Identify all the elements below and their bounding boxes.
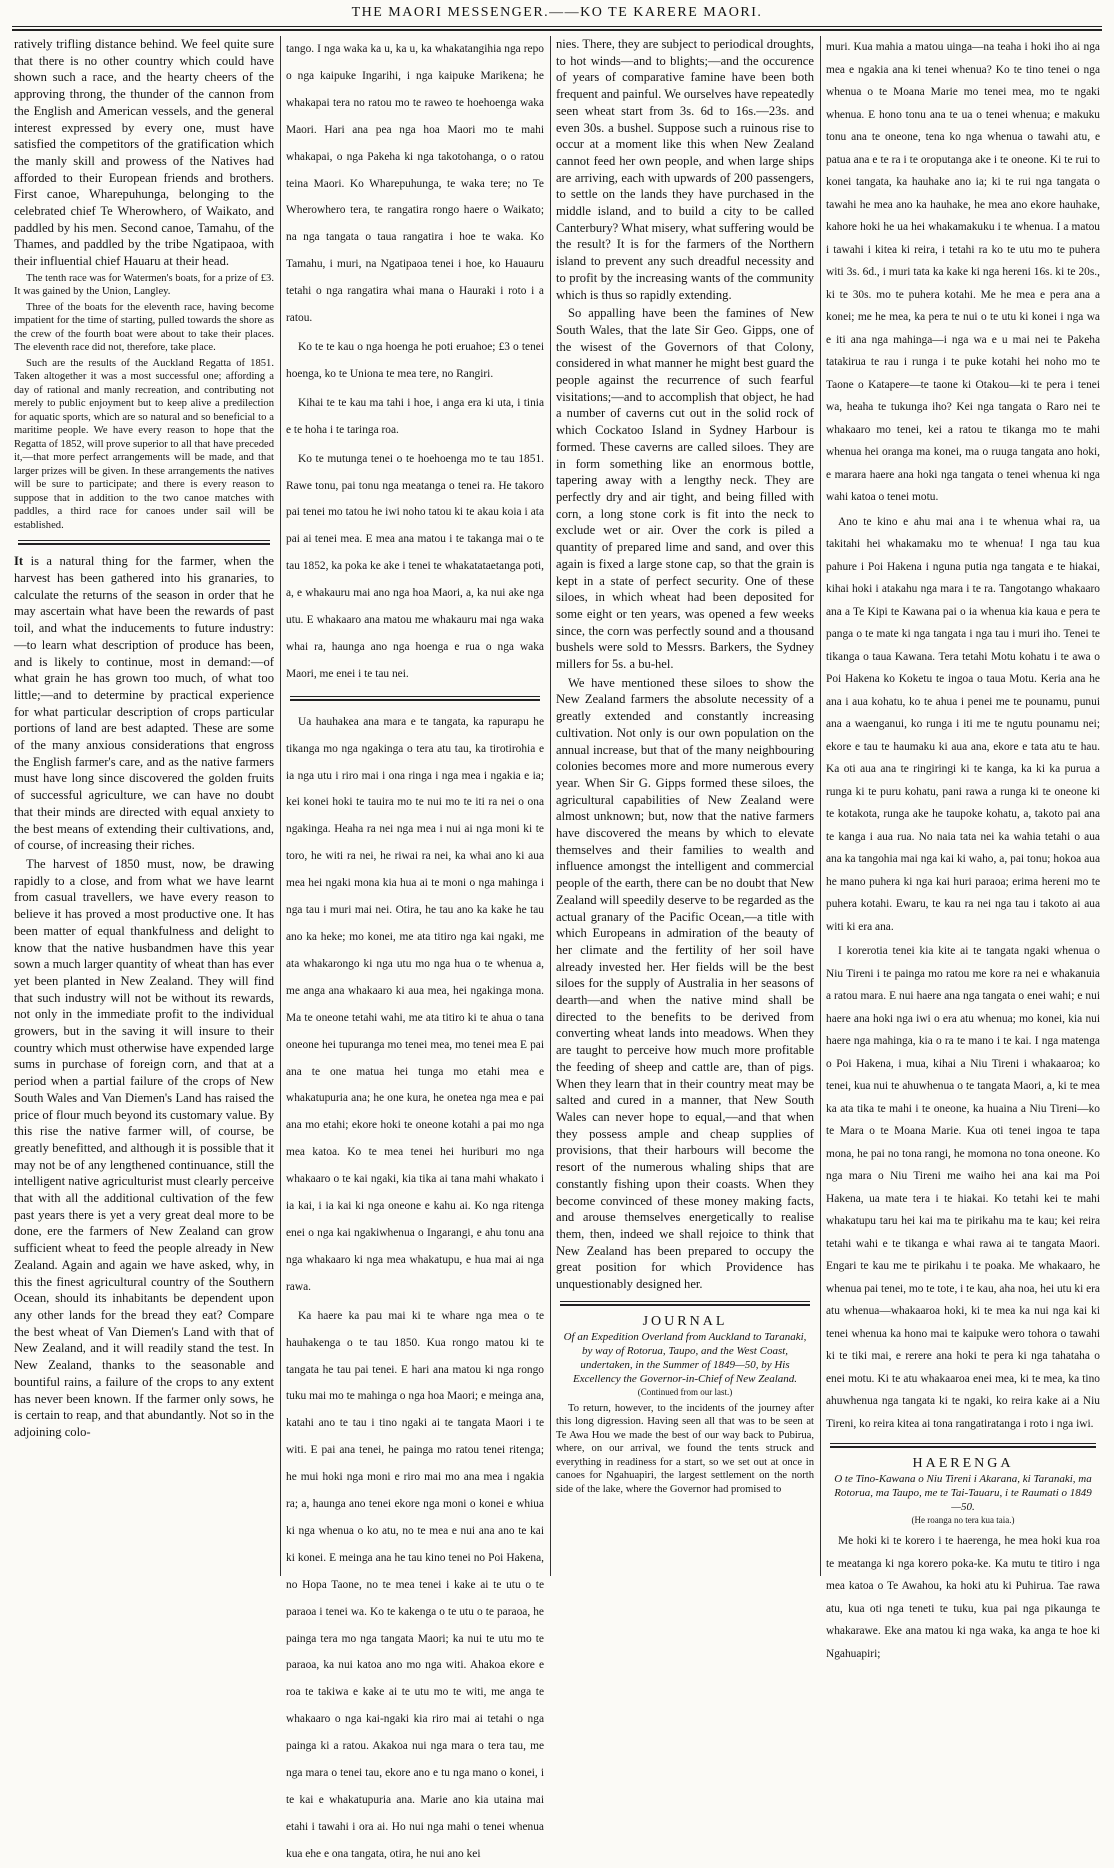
masthead: THE MAORI MESSENGER.——KO TE KARERE MAORI. — [351, 5, 763, 20]
regatta-maori-paragraph: Ko te mutunga tenei o te hoehoenga mo te tau 1851. Rawe tonu, pai tonu nga meatanga o tenei ra. He takoro pai tenei mo tatou he iwi noho tatou ki te akau koia i ata pai ai tenei mea. E mea ana matou i te takanga mai o te tau 1852, ka poka ke ake i tenei te whakatataetanga poti, a, e whakauru mai ano nga hoa Maori, a, ka nui ake nga utu. E whakaaro ana matou me whakauru mai nga waka whai ra, haunga ano nga hoenga e rua o nga waka Maori, me enei i te tau nei. — [286, 452, 544, 680]
farmer-article-paragraph — [14, 553, 274, 854]
masthead-rule — [12, 26, 1102, 31]
regatta-paragraph: The tenth race was for Watermen's boats, for a prize of £3. It was gained by the Union, Langley. — [14, 272, 274, 298]
journal-subtitle: Of an Expedition Overland from Auckland to Taranaki, by way of Rotorua, Taupo, and the West Coast, undertaken, in the Summer of 1849—50, by His Excellency the Governor-in-Chief of New Zealand. — [563, 1330, 807, 1385]
farmer-article-paragraph: nies. There, they are subject to periodical droughts, to hot winds—and to blights;—and the occurence of years of comparative famine have been both frequent and painful. We ourselves have repeatedly seen wheat start from 3s. 6d to 16s.—23s. and even 30s. a bushel. Suppose such a ruinous rise to occur at a moment like this when New Zealand cannot feed her own people, and when large ships are arriving, each with upwards of 200 passengers, to settle on the lands they have purchased in the middle island, and to build a city to be called Canterbury? What misery, what suffering would be the result? It is for the farmers of the Northern island to prevent any such dreadful necessity and to profit by the increasing wants of the community which is thus so rapidly extending. — [556, 37, 814, 302]
regatta-maori-paragraph: Ko te te kau o nga hoenga he poti eruahoe; £3 o tenei hoenga, ko te Uniona te mea tere, no Rangiri. — [286, 340, 544, 380]
section-rule — [560, 1301, 810, 1306]
farmer-maori-paragraph: Ua hauhakea ana mara e te tangata, ka rapurapu he tikanga mo nga ngakinga o tera atu tau, ka tirotirohia e ia nga utu i riro mai i ona ringa i nga mea i ngakia e ia; kei konei hoki te tauira mo te nui mo te iti ra nei o ona ngakinga. Heaha ra nei nga mea i nui ai nga moni ki te toro, he witi ra nei, he riwai ra nei, ka whai ano ki aua mea hei ngaki mona kia hua ai te moni o nga mahinga i nga tau i muri mai nei. Otira, he tau ano ka kake he tau ano ka heke; mo konei, me ata titiro nga kai ngaki, me ata whakarongo ki nga utu mo nga hua o te whenua a, me anga ana whakaaro ki aua mea, hei ngakinga mona. Ma te oneone tetahi wahi, me ata titiro ki te ahua o tana oneone hei tupuranga mo tenei mea, mo tenei mea E pai ana te one matua hei tunga mo etahi mea e whakatupuria ana; he one kura, he onetea nga mea e pai ana mo etahi; ekore hoki te oneone kotahi a pai mo nga mea katoa. Ko te mea tenei hei huriburi mo nga whakaaro o te kai ngaki, kia tika ai tana mahi whakato i ia kai, i ia kai ki nga oneone e kahu ai. Ko nga ritenga enei o nga kai ngakiwhenua o Ingarangi, e ahu tonu ana nga whakaaro ki nga mea whakatupu, e hua mai ai nga rawa. — [286, 715, 544, 1293]
haerenga-subtitle: O te Tino-Kawana o Niu Tireni i Akarana, ki Taranaki, ma Rotorua, ma Taupo, me te Tai-Tauaru, i te Raumati o 1849—50. — [834, 1473, 1092, 1513]
farmer-maori-paragraph: Ano te kino e ahu mai ana i te whenua whai ra, ua takitahi hei whakamaku mo te whenua! I nga tau kua pahure i Poi Hakena i nguna putia nga tangata e te hiakai, kihai hoki i atakahu nga mara i te ra. Tangotango whakaaro ana a Te Kipi te Kawana pai o ia whenua kia kaua e pera te panga o te mate ki nga tangata i nga tau i muri iho. Tenei te tikanga o taua Kawana. Tera tetahi Motu kohatu i te awa o Poi Hakena ko Koketu te ingoa o taua Motu. Keria ana he ana i aua kohatu, ko te ahua i penei me te pounamu, punui ana a waenganui, ko runga i iti me te ngutu pounamu nei; ekore e tau te haumaku ki aua ana, ekore e tata atu te hau. Ka oti aua ana te ringiringi ki te kanga, ka ki ka purua a runga ki te puru kohatu, pani rawa a runga ki te oneone ki te kotakota, runga ake he taupoke kohatu, a, takoto pai ana te kanga i aua rua. No naia tata nei ka wahia tetahi o aua ana ka tangohia mai nga kai ki waho, a, pai tonu; hokoa aua he mano puhera ki nga kai huri paraoa; erima hereni mo te puhera kotahi. Ewaru, te kau ra nei nga tau i takoto ai aua witi ki era ana. — [826, 515, 1100, 933]
regatta-paragraph: ratively trifling distance behind. We feel quite sure that there is no other country which could have shown such a race, and the hearty cheers of the approving throng, the thunder of the cannon from the English and American vessels, and the general interest expressed by every one, must have satisfied the competitors of the gratification which the manly skill and prowess of the Natives had afforded to their European friends and brothers. First canoe, Wharepuhunga, belonging to the celebrated chief Te Wherowhero, of Waikato, and paddled by his men. Second canoe, Tamahu, of the Thames, and paddled by the tribe Ngatipaoa, with their influential chief Hauaru at their head. — [14, 37, 274, 269]
haerenga-paragraph: Me hoki ki te korero i te haerenga, he mea hoki kua roa te meatanga ki nga korero poka-ke. Ka mutu te titiro i nga mea katoa o Te Awahou, ka hoki atu ki Puhirua. Tae rawa atu, kua oti nga teneti te tuku, kua pai nga pikaunga te whakarawe. Eke ana matou ki nga waka, ka anga te hoe ki Ngahuapiri; — [826, 1535, 1100, 1660]
section-rule — [290, 696, 540, 701]
farmer-maori-paragraph: muri. Kua mahia a matou uinga—na teaha i hoki iho ai nga mea e ngakia ana ki tenei whenua? Ko te tino tenei o nga whenua o te Moana Marie mo tenei mea, mo te ngaki whenua. E hono tonu ana te ua o tenei whenua; e makuku tonu ana te oneone, tena ko nga whenua o tawahi atu, e patua ana e te ra i te oroputanga ake i te oneone. Ki te rui to konei tangata, ka hauhake ano ia; ki te rui nga tangata o tawahi he mea ano ka hauhake, he mea ano ekore hauhake, kahore hoki he ua hei whakamakuku i te whenua. I a matou i tawahi i kitea ki reira, i tetahi ra ko te utu mo te puhera witi 3s. 6d., i muri tata ka kake ki nga hereni 16s. ki te 20s., ki te 30s. mo te puhera kotahi. Me he mea e pera ana a konei; me he mea, ka pera te nui o te utu ki konei i nga wa e iti ana nga mahinga—i nga wa e u mai nei te Pakeha tatakirua te rau i runga i te puke kotahi hei noho mo te Taone o Katapere—te taone ki Otakou—ki te pera i tenei wa, heaha te tukunga iho? Kei nga tangata o Raro nei te whakaaro mo tenei, kei a ratou te tikanga mo te mahi whenua hei oranga ma konei, ma o ruuga tangata ano hoki, e marara haere ana hoki nga tangata o tenei whenua ki nga wahi katoa o tenei motu. — [826, 41, 1100, 503]
farmer-article-paragraph: The harvest of 1850 must, now, be drawing rapidly to a close, and from what we have learnt from casual travellers, we have every reason to believe it has proved a most productive one. It has been matter of equal thankfulness and delight to know that the native husbandmen have this year sown a much larger quantity of wheat than has ever yet been planted in New Zealand. They will find that such industry will not be without its rewards, not only in the immediate profit to the individual growers, but in the saving it will insure to their country which must otherwise have expended large sums in purchase of foreign corn, and that at a period when a partial failure of the crops of New South Wales and Van Diemen's Land has raised the price of flour much beyond its customary value. By this rise the native farmer will, of course, be greatly benefitted, and although it is possible that it may not be of any lengthened continuance, still the intelligent native agriculturist must clearly perceive that with all the additional cultivation of the few past years there is yet a very great deal more to be done, ere the farmers of New Zealand can grow sufficient wheat to feed the people already in New Zealand. Again and again we have asked, why, in this the finest agricultural country of the Southern Ocean, should its inhabitants be dependent upon any other lands for the bread they eat? Compare the best wheat of Van Diemen's Land with that of New Zealand, and it will readily stand the test. In New Zealand, thanks to the seasonable and bountiful rains, a failure of the crops to any extent has never been known. If the farmer only sows, he is certain to reap, and that abundantly. Not so in the adjoining colo- — [14, 857, 274, 1439]
column-divider — [550, 36, 551, 1576]
section-rule — [18, 540, 270, 545]
haerenga-title: HAERENGA — [912, 1456, 1014, 1471]
farmer-article-text: is a natural thing for the farmer, when the harvest has been gathered into his granaries, to calculate the returns of the season in order that he may ascertain what have been the rewards of past toil, and what the inducements to future industry:—to learn what description of produce has been, and is likely to continue, most in demand:—of what grain he has grown too much, of what too little;—and to determine by practical experience for what particular description of crops particular portions of land are best adapted. These are some of the many anxious considerations that engross the English farmer's care, and as the native farmers must have long since discovered the golden fruits of successful agriculture, we can have no doubt that their minds are directed with equal anxiety to the best means of extending their cultivations, and, of course, of increasing their riches. — [14, 554, 274, 853]
journal-paragraph: To return, however, to the incidents of the journey after this long digression. Having seen all that was to be seen at Te Awa Hou we made the best of our way back to Pubirua, where, on our arrival, we found the tents struck and everything in readiness for a start, so we set out at once in canoes for Ngahuapiri, the largest settlement on the north side of the lake, where the Governor had promised to — [556, 1402, 814, 1495]
haerenga-continued-note: (He roanga no tera kua taia.) — [911, 1515, 1015, 1525]
regatta-paragraph: Three of the boats for the eleventh race, having become impatient for the time of starting, pulled towards the shore as the crew of the fourth boat were about to take their places. The eleventh race did not, therefore, take place. — [14, 301, 274, 354]
farmer-article-paragraph: We have mentioned these siloes to show the New Zealand farmers the absolute necessity of a greatly extended and constantly increasing cultivation. Not only is our own population on the annual increase, but that of the many neighbouring colonies becomes more and more numerous every year. When Sir G. Gipps formed these siloes, the agricultural capabilities of New Zealand were almost unknown; but, now that the native farmers have discovered the means by which to elevate themselves and their families to wealth and influence amongst the intelligent and commercial people of the earth, there can be no doubt that New Zealand will speedily deserve to be regarded as the actual granary of the Pacific Ocean,—a title with which Europeans in admiration of the beauty of her climate and the fertility of her soil have already invested her. Her fields will be the best siloes for the supply of Australia in her seasons of dearth—and when the native mind shall be directed to the benefits to be derived from converting wheat lands into meadows. When they are taught to perceive how much more profitable the feeding of sheep and cattle are, than of pigs. When they learn that in their country meat may be salted and cured in a manner, that New South Wales can never hope to equal,—and that when they possess ample and cheap supplies of provisions, that their harbours will become the resort of the numerous whaling ships that are constantly fishing upon their coasts. When they become convinced of these money making facts, and arouse themselves energetically to realise them, then, indeed we shall rejoice to think that New Zealand has been prepared to occupy the great position for which Providence has unquestionably designed her. — [556, 675, 814, 1292]
column-4 — [826, 36, 1100, 1660]
journal-heading — [556, 1314, 814, 1398]
section-rule — [830, 1443, 1096, 1448]
journal-title: JOURNAL — [642, 1313, 728, 1329]
column-divider — [820, 36, 821, 1576]
column-divider — [280, 36, 281, 1576]
drop-cap: It — [14, 554, 24, 569]
column-3 — [556, 36, 814, 1576]
regatta-maori-paragraph: tango. I nga waka ka u, ka u, ka whakatangihia nga repo o nga kaipuke Ingarihi, i nga kaipuke Marikena; he whakapai tera no ratou mo te raweo te hoehoenga waka Maori. Hari ana pea nga hoa Maori mo te mahi whakapai, o nga Pakeha ki nga takotohanga, o o ratou teina Maori. Ko Wharepuhunga, te waka tere; no Te Wherowhero tera, te rangatira rongo haere o Waikato; na nga tangata o taua rangatira i hoe te waka. Ko Tamahu, i muri, na Ngatipaoa tenei i hoe, ko Hauauru tetahi o nga rangatira whai mana o Hauraki i roto i a ratou. — [286, 43, 544, 325]
column-2 — [286, 36, 544, 1860]
column-1 — [14, 36, 274, 1576]
regatta-maori-paragraph: Kihai te te kau ma tahi i hoe, i anga era ki uta, i tinia e te hoha i te taringa roa. — [286, 396, 544, 436]
haerenga-heading — [826, 1456, 1100, 1526]
journal-continued-note: (Continued from our last.) — [637, 1386, 733, 1397]
farmer-article-paragraph: So appalling have been the famines of New South Wales, that the late Sir Geo. Gipps, one of the wisest of the Governors of that Colony, considered in what manner he might best guard the people against the recurrence of such fearful visitations;—and to accomplish that object, he had a number of caverns cut out in the solid rock of which Cockatoo Island in Sydney Harbour is formed. These caverns are called siloes. They are in form something like an enormous bottle, tapering away with a lengthy neck. They are perfectly dry and air tight, and being filled with corn, a long stone cork is fit into the neck to exclude wet or air. Over the cork is piled a quantity of prepared lime and sand, and over this again is fixed a large stone cap, so that the grain is kept in a state of perfect security. One of these siloes, in which wheat had been deposited for some eight or ten years, was opened a few weeks since, the corn was perfectly sound and a thousand bushels were sold to Messrs. Barkers, the Sydney millers for 5s. a bu-hel. — [556, 306, 814, 672]
farmer-maori-paragraph: Ka haere ka pau mai ki te whare nga mea o te hauhakenga o te tau 1850. Kua rongo matou ki te tangata he tau pai tenei. E hari ana matou ki nga rongo tuku mai mo te mahinga o nga hoa Maori; e meinga ana, katahi ano te tau i tino ngaki ai te tangata Maori i te witi. E pai ana tenei, he painga mo ratou tenei ritenga; he mui hoki nga moni e riro mai mo ana mea i ngakia ra; a, haunga ano tenei ekore nga moni o konei e whiua ki nga whenua o ko atu, no te mea e nui ana ano te kai ki konei. E meinga ana he tau kino tenei no Poi Hakena, no Hopa Taone, no te mea tenei i kake ai te utu o te paraoa i tenei wa. Ko te kakenga o te utu o te paraoa, he painga tera mo nga tangata Maori; ka nui te utu mo te paraoa, ka nui katoa ano mo nga witi. Ahakoa ekore e roa te takiwa e kake ai te utu mo te witi, me anga te whakaaro o nga kai-ngaki kia riro mai ai tetahi o nga painga ki a ratou. Akakoa nui nga mara o tera tau, me nga mara o tenei tau, ekore ano e tu nga mano o konei, i te kai e whakatupuria ana. Marie ano kia utaina mai etahi i tawahi i ora ai. Ho nui nga mahi o tenei whenua kua ehe e ona tangata, otira, he nui ano kei — [286, 1309, 544, 1860]
regatta-paragraph: Such are the results of the Auckland Regatta of 1851. Taken altogether it was a most successful one; affording a day of rational and manly recreation, and contributing not merely to public enjoyment but to keep alive a predilection for aquatic sports, which are so natural and so beneficial to a maritime people. We have every reason to hope that the Regatta of 1852, will prove superior to all that have preceded it,—that more perfect arrangements will be made, and that larger prizes will be given. In these arrangements the natives will be sure to participate; and there is every reason to suppose that in addition to the two canoe matches with paddles, a third race for canoes under sail will be established. — [14, 357, 274, 531]
farmer-maori-paragraph: I korerotia tenei kia kite ai te tangata ngaki whenua o Niu Tireni i te painga mo ratou me kore ra nei e whakanuia a ratou mara. E nui haere ana nga tangata o enei wahi; e nui haere ana hoki nga iwi o era atu whenua; mo konei, kia nui haere nga mahinga, kia o ra te mano i te kai. I nga matenga o Poi Hakena, i mua, kihai a Niu Tireni i whakaaroa; ko tenei, kua nui te ahuwhenua o te tangata Maori, a, ki te mea ka ata tika te mahi i te oneone, ka huaina a Niu Tireni—ko te Mara o te Moana Marie. Kua oti tenei ingoa te tapa mona, he pai no tona rangi, he momona no tona oneone. Ko nga mara o Niu Tireni me waiho hei ana kai ma Poi Hakena, ua mate tera i te hiakai. Ko tetahi kei te mahi whakatupu taru hei kai ma te pirikahu ma te kau; kei reira tetahi wahi e te tikanga e whai rawa ai te tangata Maori. Engari te kau me te pirikahu i te poaka. Me whakaaro, he whenua pai tenei, mo te tote, i te kau, aha noa, hei utu ki era atu whenua—whakaaroa hoki, ki te mea ka nui nga kai ki tenei whenua ka hono mai te kaipuke wero tohora o tawahi ki te tiki mai, e rerere ana hoki te pera ki nga tahataha o enei motu. Ki te atu whakaaroa enei mea, ki te mea, ka tino ahuwhenua nga tangata ki te ngaki, ko reira kake ai a Niu Tireni, ko reira kitea ai tona rangatiratanga i roto i nga iwi. — [826, 945, 1100, 1430]
